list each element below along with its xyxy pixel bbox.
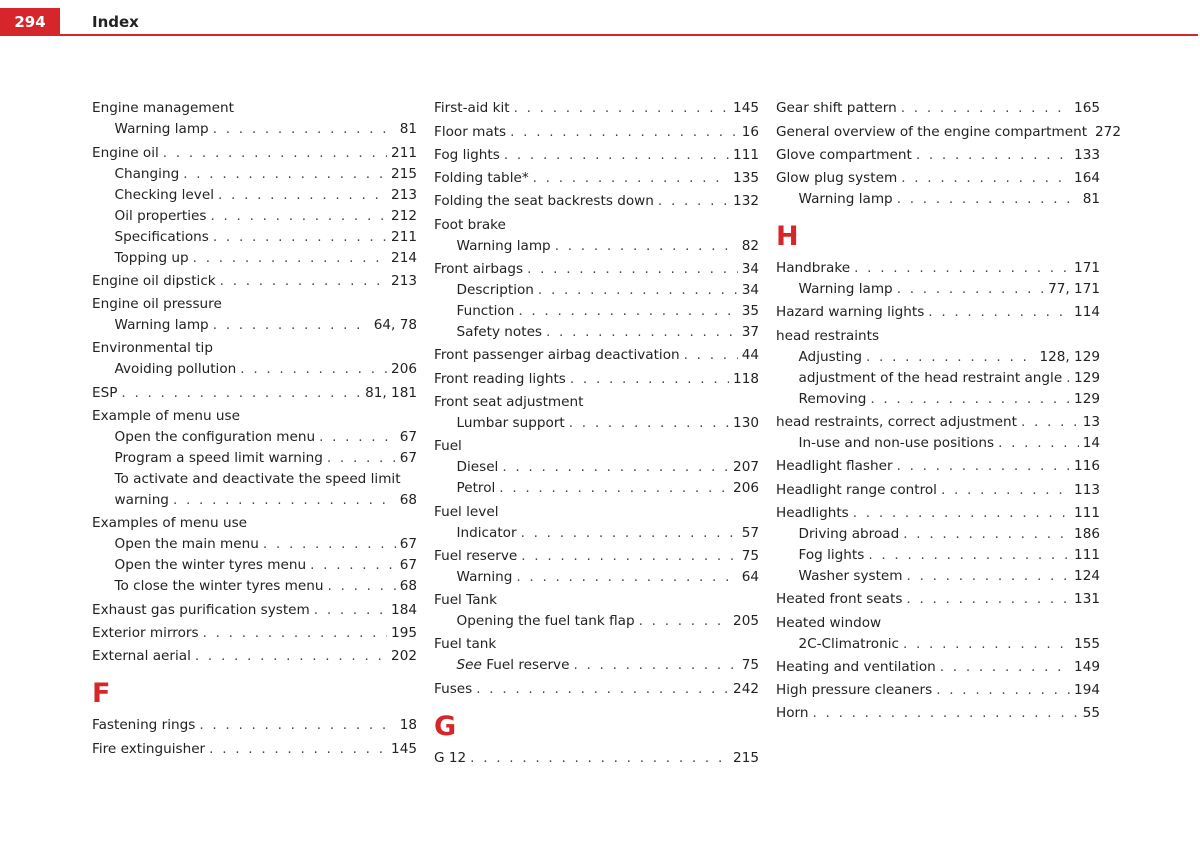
index-entry: Heated front seats . . . 131 <box>776 589 1100 610</box>
index-entry: Front seat adjustment <box>434 393 584 410</box>
index-subentry: Warning lamp . . . 77, 171 <box>776 279 1100 300</box>
index-entry: Hazard warning lights . . . 114 <box>776 302 1100 323</box>
header-rule <box>60 34 1198 36</box>
index-entry: Fire extinguisher . . . 145 <box>92 739 417 760</box>
index-entry: Folding table* . . . 135 <box>434 168 759 189</box>
index-entry: Folding the seat backrests down . . . 132 <box>434 191 759 212</box>
index-entry: head restraints, correct adjustment . . . 13 <box>776 412 1100 433</box>
index-subentry-continuation: warning . . . 68 <box>92 490 417 511</box>
index-subentry: Opening the fuel tank flap . . . 205 <box>434 611 759 632</box>
index-subentry: Program a speed limit warning . . . 67 <box>92 448 417 469</box>
index-subentry: Petrol . . . 206 <box>434 478 759 499</box>
index-entry: Fuel level <box>434 503 499 520</box>
index-entry: Exterior mirrors . . . 195 <box>92 623 417 644</box>
index-entry: High pressure cleaners . . . 194 <box>776 680 1100 701</box>
index-subentry: Diesel . . . 207 <box>434 457 759 478</box>
index-entry: Horn . . . 55 <box>776 703 1100 724</box>
index-subentry: Warning lamp . . . 82 <box>434 236 759 257</box>
index-entry: Example of menu use <box>92 408 240 425</box>
index-subentry: Oil properties . . . 212 <box>92 206 417 227</box>
index-entry: Engine oil pressure <box>92 296 222 313</box>
index-entry: Heating and ventilation . . . 149 <box>776 657 1100 678</box>
index-subentry: Warning lamp . . . 81 <box>92 119 417 140</box>
index-subentry: Removing . . . 129 <box>776 389 1100 410</box>
index-entry: G 12 . . . 215 <box>434 748 759 769</box>
index-subentry: Specifications . . . 211 <box>92 227 417 248</box>
index-entry: Engine oil . . . 211 <box>92 143 417 164</box>
index-subentry: Warning lamp . . . 81 <box>776 189 1100 210</box>
index-entry: Fuel Tank <box>434 592 498 609</box>
index-subentry: Description . . . 34 <box>434 280 759 301</box>
index-entry: General overview of the engine compartment 272 <box>776 123 1121 140</box>
index-subentry: Washer system . . . 124 <box>776 566 1100 587</box>
index-entry: Fuel reserve . . . 75 <box>434 546 759 567</box>
index-entry: head restraints <box>776 327 880 344</box>
index-entry: External aerial . . . 202 <box>92 646 417 667</box>
index-subentry: See Fuel reserve . . . 75 <box>434 655 759 676</box>
index-entry: Engine oil dipstick . . . 213 <box>92 271 417 292</box>
index-entry: Handbrake . . . 171 <box>776 258 1100 279</box>
index-entry: Glove compartment . . . 133 <box>776 145 1100 166</box>
index-entry: Fastening rings . . . 18 <box>92 715 417 736</box>
index-subentry: Lumbar support . . . 130 <box>434 413 759 434</box>
index-subentry: Warning . . . 64 <box>434 567 759 588</box>
index-entry: Headlight flasher . . . 116 <box>776 456 1100 477</box>
index-subentry: Indicator . . . 57 <box>434 523 759 544</box>
index-entry: Fuel <box>434 438 462 455</box>
index-subentry: Topping up . . . 214 <box>92 248 417 269</box>
index-subentry: Safety notes . . . 37 <box>434 322 759 343</box>
index-subentry: Driving abroad . . . 186 <box>776 524 1100 545</box>
index-entry: Examples of menu use <box>92 515 248 532</box>
index-subentry: Adjusting . . . 128, 129 <box>776 347 1100 368</box>
index-entry: Front airbags . . . 34 <box>434 259 759 280</box>
index-entry: First-aid kit . . . 145 <box>434 98 759 119</box>
index-subentry: To activate and deactivate the speed limit <box>114 471 401 488</box>
index-entry: ESP . . . 81, 181 <box>92 383 417 404</box>
index-entry: Exhaust gas purification system . . . 184 <box>92 600 417 621</box>
index-column-3 <box>776 96 1121 724</box>
index-entry: Environmental tip <box>92 340 213 357</box>
index-subentry: Checking level . . . 213 <box>92 185 417 206</box>
index-subentry: adjustment of the head restraint angle . . . 129 <box>776 368 1100 389</box>
index-subentry: Fog lights . . . 111 <box>776 545 1100 566</box>
index-subentry: To close the winter tyres menu . . . 68 <box>92 576 417 597</box>
index-entry: Front passenger airbag deactivation . . . 44 <box>434 345 759 366</box>
index-entry: Glow plug system . . . 164 <box>776 168 1100 189</box>
index-subentry: Open the main menu . . . 67 <box>92 534 417 555</box>
section-letter-h: H <box>776 221 799 253</box>
page-title: Index <box>92 13 139 31</box>
index-entry: Fuses . . . 242 <box>434 679 759 700</box>
index-entry: Fuel tank <box>434 636 497 653</box>
index-entry: Heated window <box>776 614 882 631</box>
index-column-1 <box>92 96 417 760</box>
index-entry: Foot brake <box>434 216 506 233</box>
index-entry: Headlight range control . . . 113 <box>776 480 1100 501</box>
index-entry: Floor mats . . . 16 <box>434 122 759 143</box>
index-subentry: Warning lamp . . . 64, 78 <box>92 315 417 336</box>
section-letter-g: G <box>434 710 457 742</box>
index-subentry: Open the configuration menu . . . 67 <box>92 427 417 448</box>
index-entry: Engine management <box>92 100 234 117</box>
page-number: 294 <box>0 8 60 36</box>
index-subentry: Changing . . . 215 <box>92 164 417 185</box>
index-column-2 <box>434 96 759 769</box>
see-reference-label: See <box>456 657 482 674</box>
page-header <box>0 0 1200 40</box>
index-subentry: Function . . . 35 <box>434 301 759 322</box>
section-letter-f: F <box>92 678 111 710</box>
index-entry: Gear shift pattern . . . 165 <box>776 98 1100 119</box>
index-subentry: Open the winter tyres menu . . . 67 <box>92 555 417 576</box>
index-entry: Headlights . . . 111 <box>776 503 1100 524</box>
index-entry: Front reading lights . . . 118 <box>434 369 759 390</box>
index-subentry: 2C-Climatronic . . . 155 <box>776 634 1100 655</box>
index-subentry: Avoiding pollution . . . 206 <box>92 359 417 380</box>
index-subentry: In-use and non-use positions . . . 14 <box>776 433 1100 454</box>
index-entry: Fog lights . . . 111 <box>434 145 759 166</box>
